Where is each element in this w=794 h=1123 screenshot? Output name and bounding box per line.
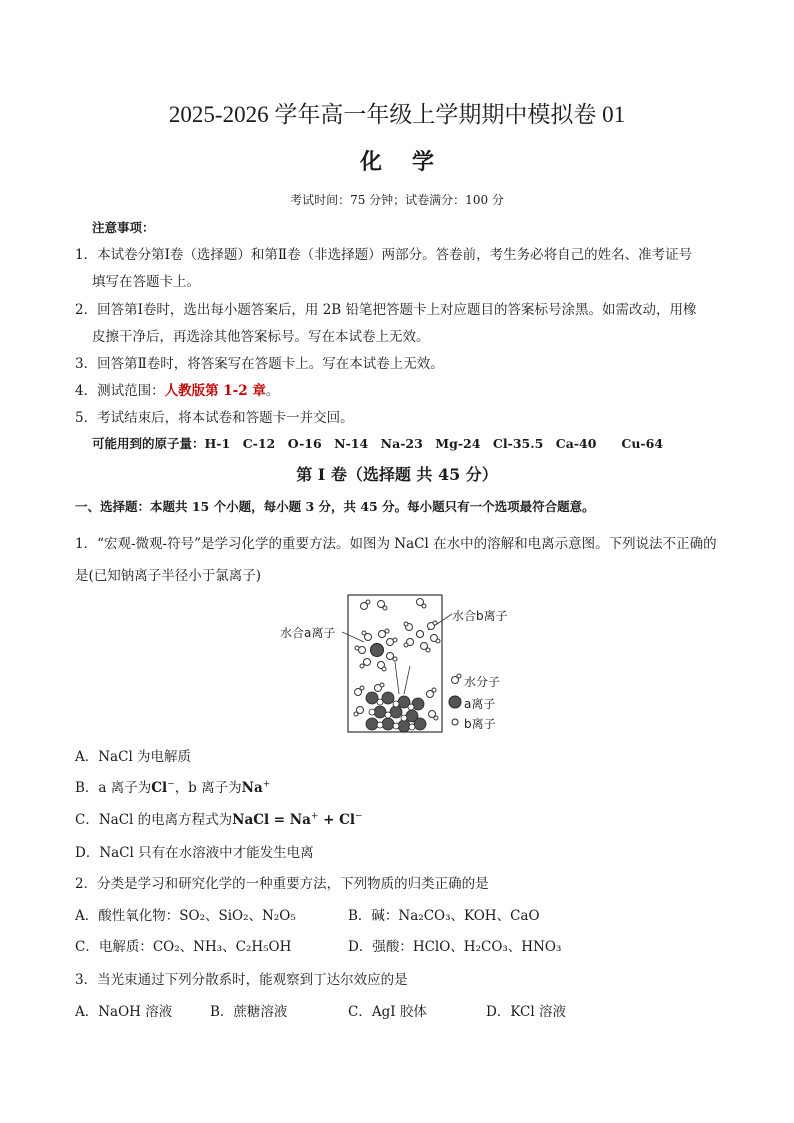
hydrated-b-ion	[404, 621, 440, 652]
q3-option-a: A．NaOH 溶液	[75, 1004, 173, 1020]
subject-title: 化学	[359, 149, 464, 175]
notice-heading: 注意事项：	[92, 220, 155, 235]
section-instruction: 一、选择题：本题共 15 个小题，每小题 3 分，共 45 分。每小题只有一个选项最符合题意。	[75, 499, 595, 514]
q1-option-c-eq2: + Cl	[318, 812, 356, 828]
q1-option-b-pre: B．a 离子为	[75, 780, 152, 796]
nacl-dissolution-diagram	[278, 594, 518, 734]
q1-option-b-na: Na	[241, 780, 263, 796]
notice-item-1-line-2: 填写在答题卡上。	[92, 274, 200, 290]
q1-option-c-pre: C．NaCl 的电离方程式为	[75, 812, 233, 828]
q1-option-c-eq: NaCl = Na	[232, 812, 311, 828]
q2-option-b: B．碱：Na₂CO₃、KOH、CaO	[348, 908, 540, 924]
q2-option-c: C．电解质：CO₂、NH₃、C₂H₅OH	[75, 939, 292, 955]
notice-item-5: 5．考试结束后，将本试卷和答题卡一并交回。	[75, 410, 354, 426]
pointer-c	[395, 662, 399, 694]
test-scope: 人教版第 1-2 章	[164, 383, 266, 399]
q1-option-b-mid: ，b 离子为	[174, 780, 242, 796]
section-title: 第 I 卷（选择题 共 45 分）	[296, 465, 498, 484]
legend-a-symbol	[449, 696, 461, 708]
atomic-mass-line: 可能用到的原子量：H-1 C-12 O-16 N-14 Na-23 Mg-24 Cl-35.5 Ca-40 Cu-64	[92, 436, 664, 451]
q3-stem: 3．当光束通过下列分散系时，能观察到丁达尔效应的是	[75, 972, 408, 988]
label-hydrated-a: 水合a离子	[280, 626, 336, 640]
pointer-d	[404, 666, 410, 694]
q1-option-b-cl: Cl	[151, 780, 168, 796]
legend-a-label: a离子	[464, 697, 496, 711]
q2-stem: 2．分类是学习和研究化学的一种重要方法，下列物质的归类正确的是	[75, 876, 489, 892]
q2-option-d: D．强酸：HClO、H₂CO₃、HNO₃	[348, 939, 562, 955]
q1-option-b: B．a 离子为Cl−，b 离子为Na+	[75, 779, 271, 796]
q1-stem-line-2: 是(已知钠离子半径小于氯离子)	[75, 568, 262, 584]
q3-option-d: D．KCl 溶液	[486, 1004, 566, 1020]
q2-option-a: A．酸性氧化物：SO₂、SiO₂、N₂O₅	[75, 908, 296, 924]
q1-option-a: A．NaCl 为电解质	[75, 749, 192, 765]
exam-info: 考试时间：75 分钟；试卷满分：100 分	[290, 193, 504, 207]
nacl-crystal	[354, 683, 438, 732]
notice-item-1-line-1: 1．本试卷分第Ⅰ卷（选择题）和第Ⅱ卷（非选择题）两部分。答卷前，考生务必将自己的姓名、准考证号	[75, 247, 693, 263]
notice-item-2-line-2: 皮擦干净后，再选涂其他答案标号。写在本试卷上无效。	[92, 329, 430, 345]
legend-b-label: b离子	[464, 717, 496, 731]
q1-stem-line-1: 1．“宏观-微观-符号”是学习化学的重要方法。如图为 NaCl 在水中的溶解和电离示意图。下列说法不正确的	[75, 536, 717, 552]
notice-item-2-line-1: 2．回答第Ⅰ卷时，选出每小题答案后，用 2B 铅笔把答题卡上对应题目的答案标号涂黑。如需改动，用橡	[75, 302, 697, 318]
notice-item-4	[75, 379, 279, 399]
q3-option-b: B．蔗糖溶液	[210, 1004, 288, 1020]
pointer-a	[342, 632, 364, 642]
hydrated-a-ion	[355, 629, 397, 671]
q1-option-c: C．NaCl 的电离方程式为NaCl = Na+ + Cl−	[75, 811, 363, 828]
legend-b-symbol	[452, 719, 458, 725]
label-hydrated-b: 水合b离子	[452, 609, 508, 623]
legend-water-symbol	[452, 674, 462, 684]
water-molecules-top	[361, 599, 427, 611]
notice-item-3: 3．回答第Ⅱ卷时，将答案写在答题卡上。写在本试卷上无效。	[75, 356, 444, 372]
q3-option-c: C．AgI 胶体	[348, 1004, 427, 1020]
paper-title: 2025-2026 学年高一年级上学期期中模拟卷 01	[168, 102, 626, 127]
legend-water-label: 水分子	[464, 675, 501, 689]
notice-item-4-prefix: 4．测试范围：	[75, 383, 165, 399]
q1-option-d: D．NaCl 只有在水溶液中才能发生电离	[75, 845, 314, 861]
notice-item-4-suffix: 。	[265, 383, 280, 399]
